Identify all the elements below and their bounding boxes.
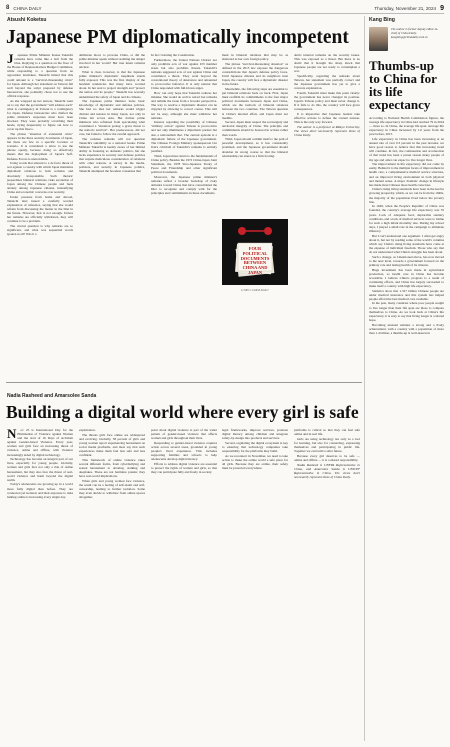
sidebar-author-about: The author is former deputy editor-in-chief of China Daily. kangbing@chinadaily.com.cn <box>391 27 439 39</box>
paragraph: Such a change, as I mentioned above, has now moved to the next level, towards a government focused on the primary role and lasting health of its citizens. <box>369 254 444 267</box>
paragraph: The Japanese prime minister lacks basic knowledge of diplomatic and defense policies. She had no idea her remarks would trigger distrust and tension in many Japan, not only in China but across Asia. Her former prime ministers who refrained from speculating what constituted a "situation posing a grave threat to the nation's survival". Her predecessors, did not care, but failed to follow the careful approach. <box>79 99 145 136</box>
article1-dropcap: J <box>7 51 14 66</box>
article2-headline: Building a digital world where every girl is safe <box>6 402 359 422</box>
paragraph: Second, Japan must respect the sovereignty and territorial integrity of China. The principle and commitments should be honored in actions rather than words. <box>222 120 288 137</box>
paragraph: Instead, regarding the possibility of Chinese "military action" against Taiwan is provocative and not only illuminates a diplomatic partner but also a nationalism that. The current episode is a diplomatic failure of the Japanese government. The Chinese Foreign Ministry spokesperson Lin Jian's criticism of Takaichi's remarks is entirely justified. <box>151 120 217 153</box>
paragraph: China's rising living standards have been in the lead in growing prosperity, which, as we can be from the 1940s, the majority of the population lived below the poverty line. <box>369 187 444 204</box>
article1-col2 <box>79 53 145 371</box>
paragraph: legal frameworks, improve services, promote digital literacy among children and integrate safety-by-design into products and services. <box>222 428 288 441</box>
article1-headline: Japanese PM diplomatically incompetent <box>6 27 349 48</box>
author-note: The author is a professor at Rikkyo University. The views don't necessarily represent those of China Daily. <box>294 124 360 138</box>
paragraph: Technology has become an integral part of our lives, especially for young people. Globally, women and girls face not only a risk of online harassment, but they also face the threat of real-world violence and harm beyond the digital realm. <box>7 457 73 482</box>
paragraph: Today's adolescents are growing up in a world more fully digital than before. They are connected yet isolated, and their exposure to risks lurking online is increasing every single day. <box>7 482 73 499</box>
article2-col5 <box>294 428 360 741</box>
paragraph: deliberate move to provoke China, or did the prime minister speak without realizing the danger involved in her words? Her true intent remains unclear. <box>79 53 145 70</box>
paragraph: Huge investment has been made in agricultural production, so health care in China has become accessible. I believe China's progress is a result of continuing efforts, and China has largely succeeded to make itself a country with high life expectancy. <box>369 267 444 288</box>
paragraph: But I can't understand one argument. I often get angry about it, but not by reading some of the world's columns which say China's rising living standards have come at the expense of individual freedom. Those who say that do not understand what China's struggle has been about. <box>369 233 444 254</box>
sidebar-divider <box>364 16 365 741</box>
article2-col2 <box>79 428 145 741</box>
paragraph: Furthermore, the United Nations Charter not only prohibits acts of war against UN member states but also prohibits threats. Takaichi's remarks suggested acts of war against China and constituted a threat. They went beyond the conventional theory of deterrence and amounted to provocative behavior. It is only natural that China responded with full-blown anger. <box>151 57 217 91</box>
paragraph: ov 25 is International Day for the Elimination of Violence against Women and the start of 16 Days of Activism against Gender-based Violence. Every year, women and girls face an increasing threat of violence, online and offline, with violence increasingly aided by digital technology. <box>7 428 73 457</box>
sidebar-headline: Thumbs-up to China for its life expectancy <box>369 58 437 112</box>
paragraph: Life expectancy in China has been increasing at an annual rate of over 0.3 percent in the past decades, we have good reason to believe that this increasing trend will continue. In fact, the continuation and acceleration of that trend has been a preset reason many people of my age and older can expect to live longer lives. <box>369 137 444 162</box>
paragraph: Statistics show that 1.527 billion Chinese people are under medical insurance and this system has helped people afford the best medical care available. <box>369 288 444 301</box>
paragraph: When girls and young women face violence, the result can be a feeling of self-doubt and self-censorship, leading to further isolation. Some may even decide to withdraw from online spaces altogether. <box>79 478 145 500</box>
article1-col4 <box>222 53 288 215</box>
header-right <box>374 5 444 12</box>
paragraph: Fourth, Takaichi must make this point clearly: the government has never changed its position. Japan's Taiwan policy and must never change it. If it fails to do this, the country will face grave consequences. <box>294 91 360 112</box>
article2-dropcap: N <box>7 426 17 441</box>
paragraph: Third, Japan should commit itself to the path of peaceful development, as it has consistently promised, and the Japanese government should abandon its wrong course so that the bilateral relationship can stand on a firm footing. <box>222 137 288 158</box>
paragraph: Because every girl deserves to be safe — online and offline — it is a shared responsibility. <box>294 453 360 462</box>
sidebar-body <box>369 116 444 742</box>
author-note: Nadia Rasheed is UNFPA Representative in China, and Amarsolee Sanda is UNICEF Representative in China. The views don't necessarily represent those of China Daily. <box>294 462 360 479</box>
illustration-label: FOUR POLITICAL DOCUMENTS BETWEEN CHINA AND JAPAN <box>240 246 270 275</box>
paragraph: As she wrapped up her answer, Takaichi went on to say that the government "will address each" what is contingency in Taiwan is a contingency for Japan. Defense bureaucrats who drafted the prime minister's responses must have been shocked. They were probably scratching their heads, trying desperately to figure out how to cover up this fiasco. <box>7 98 73 132</box>
paragraph: Responding to gender-based violence requires action across several areas, grounded in young people's lived experience. This includes supporting families and schools to help adolescents develop digital literacy. <box>151 440 217 462</box>
sidebar-author: Kang Bing <box>369 17 395 23</box>
paragraph: It is imperative that Japanese leaders take effective actions to defuse the current tension. This is the only way forward. <box>294 112 360 125</box>
paragraph: platforms is critical so that they can feel safe online and in real life. <box>294 428 360 437</box>
page-header <box>6 3 444 14</box>
article2-col4 <box>222 428 288 741</box>
paragraph: The crucial question is why remarks are so significant, and what was sequential words spoken at all? Was it a <box>7 223 73 236</box>
paragraph: The phrase "situation of existential crisis" appears in the three security documents of Japan, but there are few in a specific location or scenario. It is considered a taboo to use the phrase openly, because doing so effectively means that the deployment of Japan's Self-Defense Forces is unavoidable. <box>7 131 73 161</box>
paragraph: Meanwhile, the following steps are essential to put bilateral relations back on track. First, Japan must reaffirm its commitments to the four major political documents between Japan and China, which are the bedrock of bilateral relations between the two countries. The Taiwan question is China's internal affair, and Japan must not meddle. <box>222 86 288 120</box>
paragraph: This framework of online violence takes several different forms, from cyberbullying and sexual harassment to doxxing, stalking and deepfakes. These are not harmless pranks; they have real-world implications. <box>79 457 145 479</box>
article2-author: Nadia Rasheed and Amarsolee Sanda <box>7 393 97 399</box>
paragraph: The reckless remarks will not question Takaichi's suitability as a national leader. Prime Minister Takaichi is keenly aware of her limited ability in fostering as domestic politics, but she lacks experience in security and defense policies that require meticulous consideration of relations with other nations. A survey in the media, pollsters, and security in Japanese politics, Takaichi attempted the broadest consensus that <box>79 136 145 174</box>
paragraph: Using words that amount to a de facto threat of war against a country with which Japan maintains diplomatic relations is both reckless and absolutely irresponsible. Such rhetoric jeopardizes bilateral relations, risks escalation of Japan among the Chinese people and fuels anxiety among Japanese citizens, intensifying China and economic concerns over security. <box>7 161 73 194</box>
paragraph: point about digital violence is part of the wider pattern of gender-based violence that affects women and girls throughout their lives. <box>151 428 217 441</box>
publication-name: CHINA DAILY <box>13 5 42 11</box>
right-page-number: 9 <box>440 4 444 12</box>
paragraph: ment in bilateral relations that may be as shattered as her own foreign policy. <box>222 53 288 62</box>
author-photo <box>369 27 388 51</box>
article2-col1 <box>7 428 73 741</box>
article1-author: Atsushi Koketsu <box>7 17 47 23</box>
political-documents-illustration <box>222 219 288 285</box>
article1-col5 <box>294 53 360 371</box>
paragraph: Girls are using technology not only as a tool for learning, but also for connecting, expressing themselves and participating in public life. Together we can build a safer future. <box>294 436 360 454</box>
paragraph: Becoming unusual remains a strong and a lively achievement, with a country with a population of more than 1.4 billion, a thumbs-up is well-deserved. <box>369 322 444 335</box>
paragraph: apanese Prime Minister Kazue Takaichi remarks have come like a bolt from the blue. Replying to a question on the floor of the House of Representatives Budget Committee, while responding to a question from an opposition lawmaker, Takaichi hinted that this could amount to a "survival-threatening crisis" for Japan. Although her statement on Taiwan fell well beyond the script prepared by defense bureaucrats, she pointedly chose not to use the official response. <box>7 53 73 98</box>
paragraph: The phrase "survival-threatening situation" as defined in the 2015 law exposes the dangerous contradictions that Japan's defense policy faces. Until Japanese citizens and its neighbors trust Japan, the country will face a diplomatic disaster in the future. <box>222 61 288 87</box>
article2-col3 <box>151 428 217 741</box>
paragraph: Third, Japan must return to the fundamentals of China policy. Besides the 1972 China-Japan Joint Statement, the 1978 Sino-Japanese Treaty of Peace and Friendship and other significant political documents. <box>151 153 217 174</box>
paragraph: The threats girls face online are widespread and evolving. Globally, 58 percent of girls and young women report experiencing harassment on social media platforms, and most say that such experiences make them feel less safe and less confident. <box>79 432 145 458</box>
paragraph: As we reconnect in November, we need to take action to make the online world a safe place for all girls. Because they are online, their safety must be protected everywhere. <box>222 453 288 471</box>
left-page-number: 8 <box>6 5 10 11</box>
paragraph: What is clear, however, is that the Japanese prime minister's diplomatic ineptitude stands fully exposed. This was the first display of the hawkish tendencies that many have worried about. In her zeal to project strength and "protect the nation and its people," Takaichi has severely undermined the safety of Japan and its citizens. <box>79 69 145 99</box>
paragraph: Under pressure from home and abroad, Takaichi later issued a carefully worded explanation of reference, saying that she would refrain from discussing the matter in the Diet in the future. However, that is not enough. Unless her remarks are officially withdrawn, they will continue to be a problem. <box>7 194 73 224</box>
paragraph: Specifically, regarding the remarks about Taiwan, her statement was partially correct and the Japanese government has yet to give a concrete explanation. <box>294 74 360 91</box>
paragraph: How can only hope that Takaichi realizes her mistake. She would do well to retract her remarks and rethink the issue from a broader perspective. The way to resolve a diplomatic disaster can be crippled by allowing to correct course. This will not be easy, although she must withdraw her remarks. <box>151 91 217 120</box>
header-date: Thursday, November 21, 2024 <box>374 5 437 11</box>
paragraph: Efforts to address digital violence are essential to protect the rights of women and girls, so that they can participate fully and freely in society. <box>151 461 217 475</box>
paragraph: According to National Health Commission figures, the average life expectancy in China had reached 79 in 2024 — more so. In China, the average life span. Average life expectancy in China increased by 1.6 years from the year before, 2015. <box>369 116 444 137</box>
paragraph: dent's internal remarks on the security issues. This was exposed as a threat. But there is no doubt that it brought the sharp shock that Japanese people are not ready to contemplate a war. <box>294 53 360 74</box>
article1-col3 <box>151 53 217 371</box>
illustration-credit: LI MIN / CHINA DAILY <box>241 288 269 292</box>
section-divider <box>6 382 362 383</box>
paragraph: The improvement in life expectancy did not come by easily. Behind it is the multiple facets of improvement in health care, a comprehensive medical service structure, and an improved living environment in both physical and mental sense. A major dramatic change in lifestyle has made most Chinese more health conscious. <box>369 162 444 187</box>
article1-col1 <box>7 53 73 371</box>
paragraph: Second, regulating the digital ecosystem is key to ensuring that technology companies take responsibility for the platforms they build. <box>222 440 288 454</box>
paragraph: In fact violating the Constitution. <box>151 53 195 57</box>
paragraph: exploitation. <box>79 428 96 432</box>
paragraph: Moreover, the Japanese prime minister's remarks reflect a broader backdrop of risky attitudes toward China that have consolidated the Diet to recognize and comply with for the principles and commitments in these documents. <box>151 174 217 196</box>
paragraph: In 1949, when the People's Republic of China was founded, the country's average life expectancy was 35 years. Lack of adequate food, deplorable sanitary conditions, and a lack of medical services were to blame for such a high infant mortality rate. During my school days, I played a small role in the campaign to eliminate illiteracy. <box>369 204 444 233</box>
paragraph: In the past, many countries where poor people sought to live longer than their life span are those to compare themselves to China. As we look back at China's life expectancy, it is easy to say that living longer is a shared hope. <box>369 301 444 322</box>
